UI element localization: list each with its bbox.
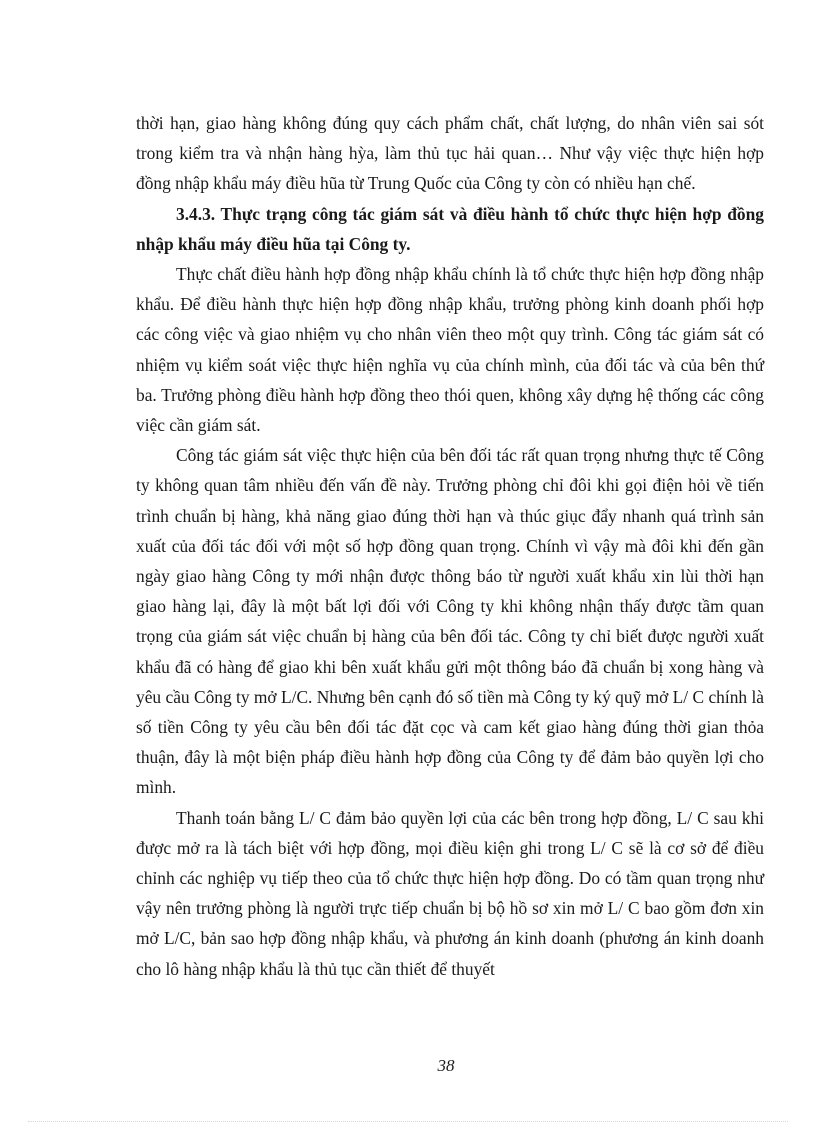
page-number: 38 (437, 1056, 455, 1075)
section-heading: 3.4.3. Thực trạng công tác giám sát và điều hành tổ chức thực hiện hợp đồng nhập khẩu máy điều hũa tại Công ty. (136, 203, 764, 254)
paragraph-continuation: thời hạn, giao hàng không đúng quy cách phẩm chất, chất lượng, do nhân viên sai sót trong kiểm tra và nhận hàng hỳa, làm thủ tục hải quan… Như vậy việc thực hiện hợp đồng nhập khẩu máy điều hũa từ Trung Quốc của Công ty còn có nhiều hạn chế. (136, 113, 764, 194)
paragraph-body: Thực chất điều hành hợp đồng nhập khẩu chính là tổ chức thực hiện hợp đồng nhập khẩu. Để điều hành thực hiện hợp đồng nhập khẩu, trưởng phòng kinh doanh phối hợp các công việc và giao nhiệm vụ cho nhân viên theo một quy trình. Công tác giám sát có nhiệm vụ kiểm soát việc thực hiện nghĩa vụ của chính mình, của đối tác và của bên thứ ba. Trưởng phòng điều hành hợp đồng theo thói quen, không xây dựng hệ thống các công việc cần giám sát. (136, 264, 764, 436)
page-bottom-divider (28, 1121, 788, 1122)
paragraph-body: Công tác giám sát việc thực hiện của bên đối tác rất quan trọng nhưng thực tế Công ty không quan tâm nhiều đến vấn đề này. Trưởng phòng chỉ đôi khi gọi điện hỏi về tiến trình chuẩn bị hàng, khả năng giao đúng thời hạn và thúc giục đẩy nhanh quá trình sản xuất của đối tác đối với một số hợp đồng quan trọng. Chính vì vậy mà đôi khi đến gần ngày giao hàng Công ty mới nhận được thông báo từ người xuất khẩu xin lùi thời hạn giao hàng lại, đây là một bất lợi đối với Công ty khi không nhận thấy được tầm quan trọng của giám sát việc chuẩn bị hàng của bên đối tác. Công ty chỉ biết được người xuất khẩu đã có hàng để giao khi bên xuất khẩu gửi một thông báo đã chuẩn bị xong hàng và yêu cầu Công ty mở L/C. Nhưng bên cạnh đó số tiền mà Công ty ký quỹ mở L/ C chính là số tiền Công ty yêu cầu bên đối tác đặt cọc và cam kết giao hàng đúng thời gian thỏa thuận, đây là một biện pháp điều hành hợp đồng của Công ty để đảm bảo quyền lợi cho mình. (136, 445, 764, 798)
page-body (136, 108, 764, 984)
paragraph-body: Thanh toán bằng L/ C đảm bảo quyền lợi của các bên trong hợp đồng, L/ C sau khi được mở ra là tách biệt với hợp đồng, mọi điều kiện ghi trong L/ C sẽ là cơ sở để điều chỉnh các nghiệp vụ tiếp theo của tổ chức thực hiện hợp đồng. Do có tầm quan trọng như vậy nên trưởng phòng là người trực tiếp chuẩn bị bộ hồ sơ xin mở L/ C bao gồm đơn xin mở L/C, bản sao hợp đồng nhập khẩu, và phương án kinh doanh (phương án kinh doanh cho lô hàng nhập khẩu là thủ tục cần thiết để thuyết (136, 807, 764, 979)
